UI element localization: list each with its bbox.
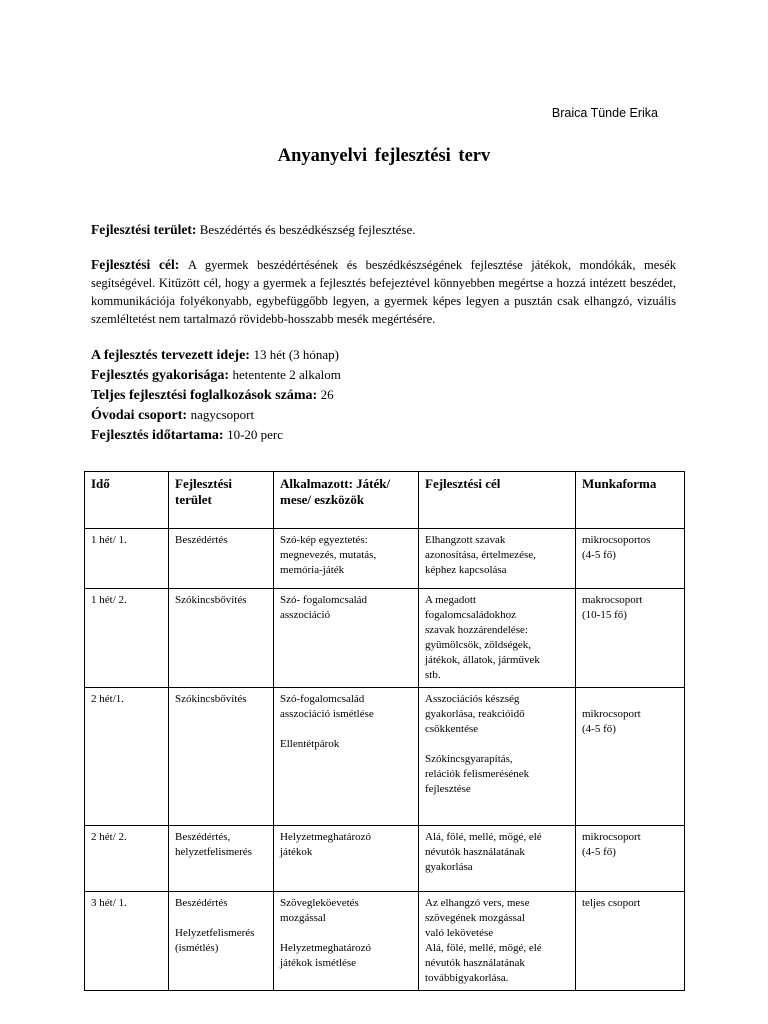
cell-text: Szókincsbővítés	[175, 594, 247, 606]
cell-goal	[419, 826, 576, 892]
cell-text: Beszédértés	[175, 897, 228, 909]
cell-text: mikrocsoportos	[582, 534, 651, 546]
cell-time	[85, 892, 169, 991]
cell-text: Szó-kép egyeztetés:	[280, 534, 368, 546]
cell-text: gyümölcsök, zöldségek,	[425, 639, 532, 651]
fact-total-sessions	[91, 385, 676, 405]
cell-goal	[419, 529, 576, 589]
cell-text: relációk felismerésének	[425, 768, 530, 780]
cell-text: mikrocsoport	[582, 708, 641, 720]
cell-text: fejlesztése	[425, 783, 471, 795]
cell-text: 1 hét/ 2.	[91, 594, 127, 606]
table-header-row	[85, 472, 685, 529]
cell-text: gyakorlása	[425, 861, 473, 873]
cell-text: megnevezés, mutatás,	[280, 549, 377, 561]
fact-label: Fejlesztés időtartama:	[91, 428, 224, 443]
cell-text	[582, 692, 679, 707]
fact-session-length	[91, 425, 676, 445]
cell-goal	[419, 892, 576, 991]
cell-area	[169, 892, 274, 991]
fact-label: Teljes fejlesztési foglalkozások száma:	[91, 388, 318, 403]
development-goal	[91, 256, 676, 328]
cell-text	[425, 737, 570, 752]
cell-tools	[274, 688, 419, 826]
cell-text: Szó-fogalomcsalád	[280, 693, 365, 705]
table-row	[85, 892, 685, 991]
cell-workform	[576, 529, 685, 589]
cell-text: stb.	[425, 669, 441, 681]
cell-text: Szövegleköevetés	[280, 897, 359, 909]
cell-tools	[274, 589, 419, 688]
cell-workform	[576, 589, 685, 688]
cell-time	[85, 529, 169, 589]
cell-time	[85, 589, 169, 688]
table-row	[85, 688, 685, 826]
header-tools: Alkalmazott: Játék/ mese/ eszközök	[274, 472, 419, 529]
author-name: Braica Tünde Erika	[551, 106, 658, 120]
cell-text: való lekövetése	[425, 927, 494, 939]
header-area: Fejlesztési terület	[169, 472, 274, 529]
cell-workform	[576, 826, 685, 892]
cell-tools	[274, 529, 419, 589]
cell-text: (4-5 fő)	[582, 549, 616, 561]
area-label: Fejlesztési terület:	[91, 222, 197, 237]
cell-text: (4-5 fő)	[582, 846, 616, 858]
fact-duration	[91, 345, 676, 365]
fact-value: 13 hét (3 hónap)	[253, 347, 340, 362]
development-area	[91, 221, 676, 239]
cell-area	[169, 529, 274, 589]
cell-text: Ellentétpárok	[280, 738, 340, 750]
cell-goal	[419, 589, 576, 688]
cell-text: szavak hozzárendelése:	[425, 624, 528, 636]
header-goal: Fejlesztési cél	[419, 472, 576, 529]
cell-time	[85, 826, 169, 892]
fact-frequency	[91, 365, 676, 385]
cell-text: játékok ismétlése	[280, 957, 357, 969]
cell-text: Beszédértés,	[175, 831, 231, 843]
area-value: Beszédértés és beszédkészség fejlesztése.	[199, 222, 416, 237]
cell-text: játékok, állatok, járművek	[425, 654, 540, 666]
cell-text: makrocsoport	[582, 594, 643, 606]
fact-value: 26	[320, 387, 334, 402]
cell-text: Alá, fölé, mellé, mögé, elé	[425, 831, 542, 843]
cell-text: teljes csoport	[582, 897, 641, 909]
fact-label: Fejlesztés gyakorisága:	[91, 368, 230, 383]
goal-label: Fejlesztési cél:	[91, 257, 180, 272]
cell-text: képhez kapcsolása	[425, 564, 507, 576]
cell-text: gyakorlása, reakcióidő	[425, 708, 525, 720]
goal-value: A gyermek beszédértésének és beszédkészségének fejlesztése játékok, mondókák, mesék segítségével. Kitűzött cél, hogy a gyermek a fejlesztés befejeztével könnyebben megértse a hozzá intézett beszédet, kommunikációja folyékonyabb, egybefüggőbb legyen, a gyermek képes legyen a pusztán csak elhangzó, vizuális szemléltetést nem tartalmazó rövidebb-hosszabb mesék megértésére.	[91, 258, 676, 326]
table-row	[85, 589, 685, 688]
cell-text: (10-15 fő)	[582, 609, 627, 621]
cell-text: Szókincsbővítés	[175, 693, 247, 705]
facts-list	[91, 345, 676, 445]
cell-text: azonosítása, értelmezése,	[425, 549, 536, 561]
fact-value: nagycsoport	[190, 407, 255, 422]
cell-text: fogalomcsaládokhoz	[425, 609, 517, 621]
cell-text: Helyzetfelismerés	[175, 927, 255, 939]
cell-workform	[576, 688, 685, 826]
cell-text: 3 hét/ 1.	[91, 897, 127, 909]
cell-text: A megadott	[425, 594, 477, 606]
cell-text: (4-5 fő)	[582, 723, 616, 735]
cell-text: Elhangzott szavak	[425, 534, 506, 546]
fact-value: 10-20 perc	[227, 427, 284, 442]
cell-text: névutók használatának	[425, 846, 525, 858]
cell-text: mozgással	[280, 912, 326, 924]
cell-area	[169, 589, 274, 688]
fact-label: Óvodai csoport:	[91, 408, 188, 423]
cell-text: asszociáció ismétlése	[280, 708, 374, 720]
cell-text: játékok	[280, 846, 313, 858]
cell-text: Asszociációs készség	[425, 693, 520, 705]
cell-tools	[274, 892, 419, 991]
cell-text: memória-játék	[280, 564, 345, 576]
cell-text: 2 hét/ 2.	[91, 831, 127, 843]
plan-table	[84, 471, 685, 991]
cell-text: Alá, fölé, mellé, mögé, elé	[425, 942, 542, 954]
cell-text: szövegének mozgással	[425, 912, 525, 924]
cell-area	[169, 826, 274, 892]
cell-time	[85, 688, 169, 826]
cell-text: Beszédértés	[175, 534, 228, 546]
cell-text: Az elhangzó vers, mese	[425, 897, 530, 909]
cell-text: Szókincsgyarapítás,	[425, 753, 513, 765]
page-title: Anyanyelvi fejlesztési terv	[277, 146, 491, 166]
cell-text: (ismétlés)	[175, 942, 219, 954]
fact-label: A fejlesztés tervezett ideje:	[91, 348, 250, 363]
cell-text: továbbigyakorlása.	[425, 972, 509, 984]
cell-text: mikrocsoport	[582, 831, 641, 843]
cell-area	[169, 688, 274, 826]
cell-text	[280, 722, 413, 737]
cell-goal	[419, 688, 576, 826]
table-row	[85, 529, 685, 589]
table-row	[85, 826, 685, 892]
cell-text: Helyzetmeghatározó	[280, 942, 372, 954]
fact-value: hetentente 2 alkalom	[232, 367, 341, 382]
cell-text: 2 hét/1.	[91, 693, 124, 705]
cell-text: Szó- fogalomcsalád	[280, 594, 368, 606]
fact-group	[91, 405, 676, 425]
cell-text: Helyzetmeghatározó	[280, 831, 372, 843]
cell-text: csökkentése	[425, 723, 479, 735]
cell-text: helyzetfelismerés	[175, 846, 252, 858]
cell-text: 1 hét/ 1.	[91, 534, 127, 546]
cell-text	[175, 911, 268, 926]
cell-text: névutók használatának	[425, 957, 525, 969]
cell-text: asszociáció	[280, 609, 331, 621]
header-time: Idő	[85, 472, 169, 529]
cell-workform	[576, 892, 685, 991]
cell-tools	[274, 826, 419, 892]
header-workform: Munkaforma	[576, 472, 685, 529]
cell-text	[280, 926, 413, 941]
